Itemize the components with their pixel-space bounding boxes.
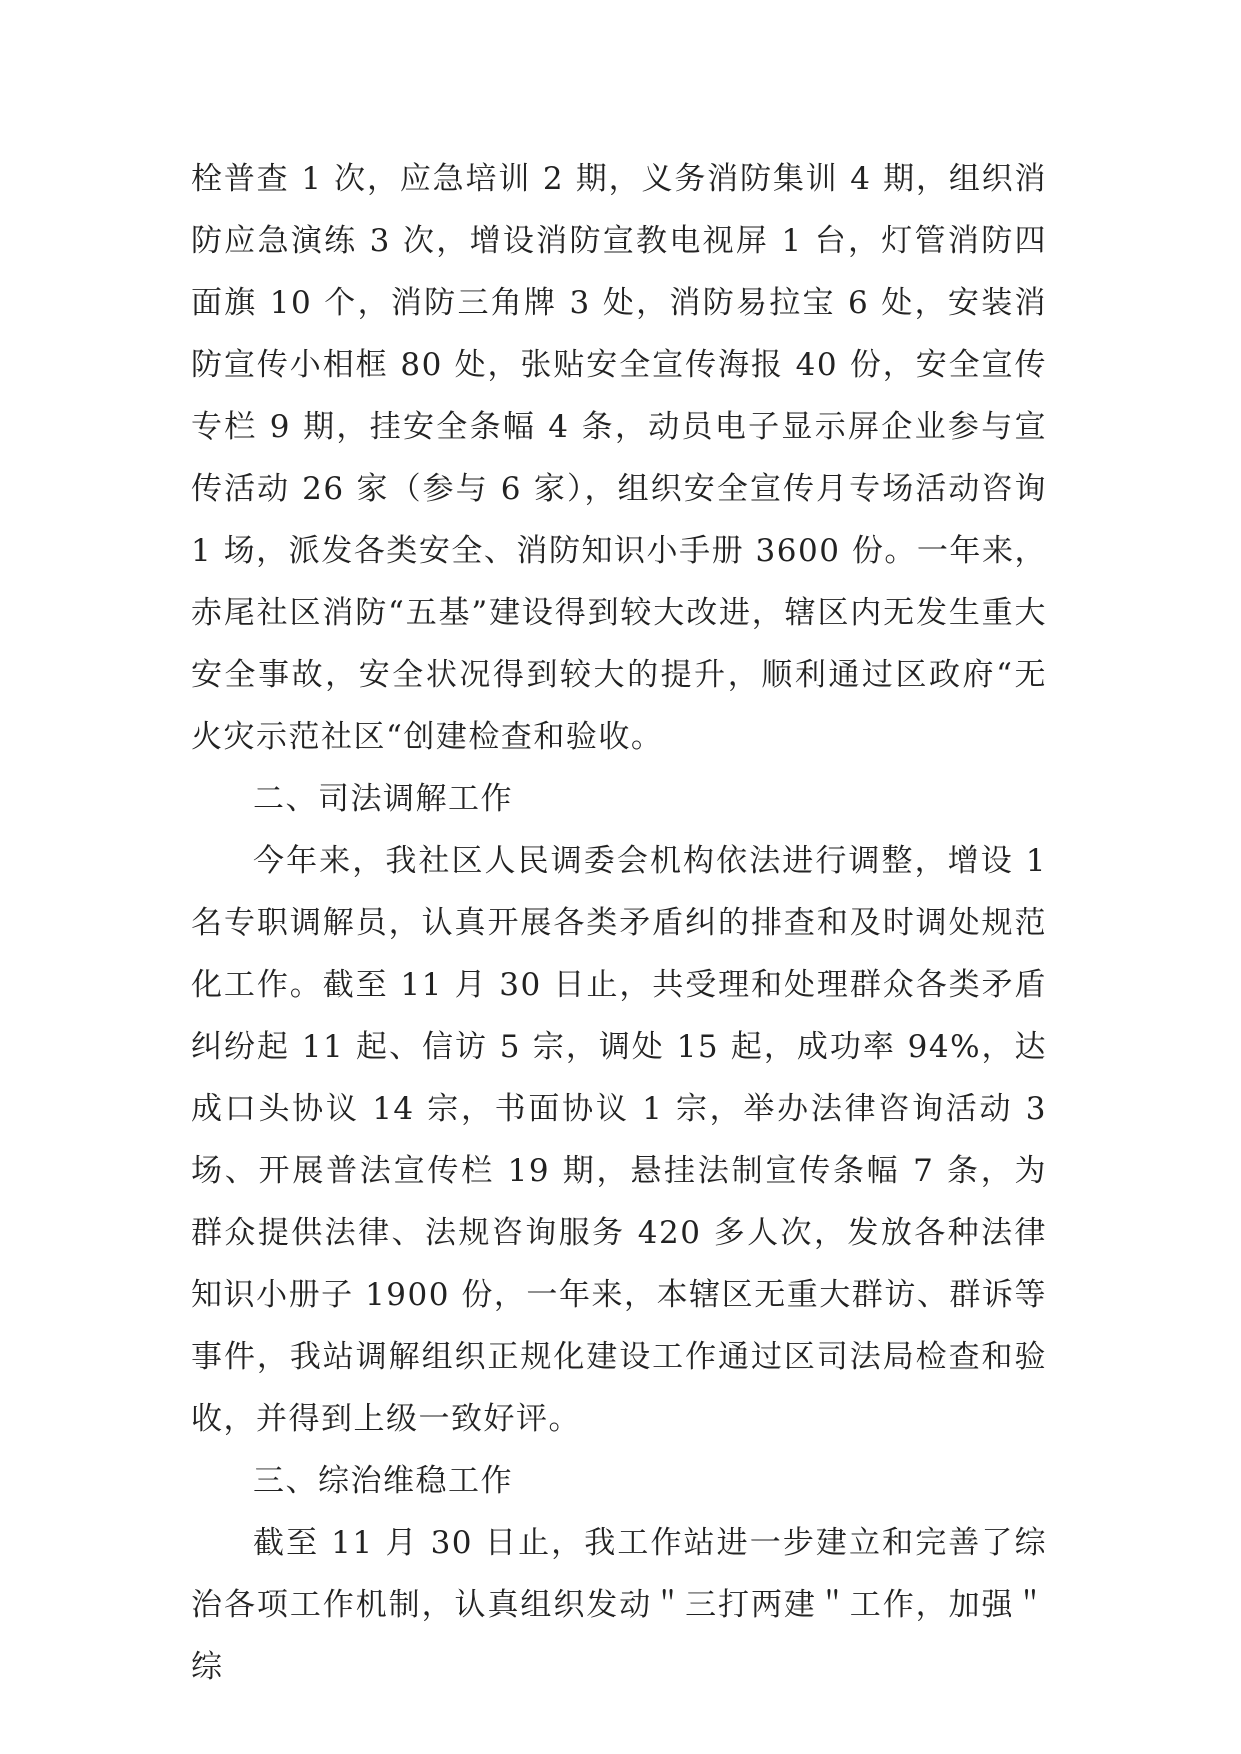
paragraph-fire-safety-continued: 栓普查 1 次，应急培训 2 期，义务消防集训 4 期，组织消防应急演练 3 次，增设消防宣教电视屏 1 台，灯管消防四面旗 10 个，消防三角牌 3 处，消防易拉宝 6 处，安装消防宣传小相框 80 处，张贴安全宣传海报 40 份，安全宣传专栏 9 期，挂安全条幅 4 条，动员电子显示屏企业参与宣传活动 26 家（参与 6 家），组织安全宣传月专场活动咨询 1 场，派发各类安全、消防知识小手册 3600 份。一年来，赤尾社区消防“五基”建设得到较大改进，辖区内无发生重大安全事故，安全状况得到较大的提升，顺利通过区政府“无火灾示范社区“创建检查和验收。 <box>191 161 1047 755</box>
document-page <box>191 148 1047 1698</box>
section-heading-judicial-mediation: 二、司法调解工作 <box>253 781 513 817</box>
paragraph-judicial-mediation: 今年来，我社区人民调委会机构依法进行调整，增设 1 名专职调解员，认真开展各类矛盾纠的排查和及时调处规范化工作。截至 11 月 30 日止，共受理和处理群众各类矛盾纠纷起 11 起、信访 5 宗，调处 15 起，成功率 94%，达成口头协议 14 宗，书面协议 1 宗，举办法律咨询活动 3 场、开展普法宣传栏 19 期，悬挂法制宣传条幅 7 条，为群众提供法律、法规咨询服务 420 多人次，发放各种法律知识小册子 1900 份，一年来，本辖区无重大群访、群诉等事件，我站调解组织正规化建设工作通过区司法局检查和验收，并得到上级一致好评。 <box>191 843 1047 1437</box>
paragraph-comprehensive-stability: 截至 11 月 30 日止，我工作站进一步建立和完善了综治各项工作机制，认真组织发动＂三打两建＂工作，加强＂综 <box>191 1525 1047 1685</box>
section-heading-comprehensive-stability: 三、综治维稳工作 <box>253 1463 513 1499</box>
